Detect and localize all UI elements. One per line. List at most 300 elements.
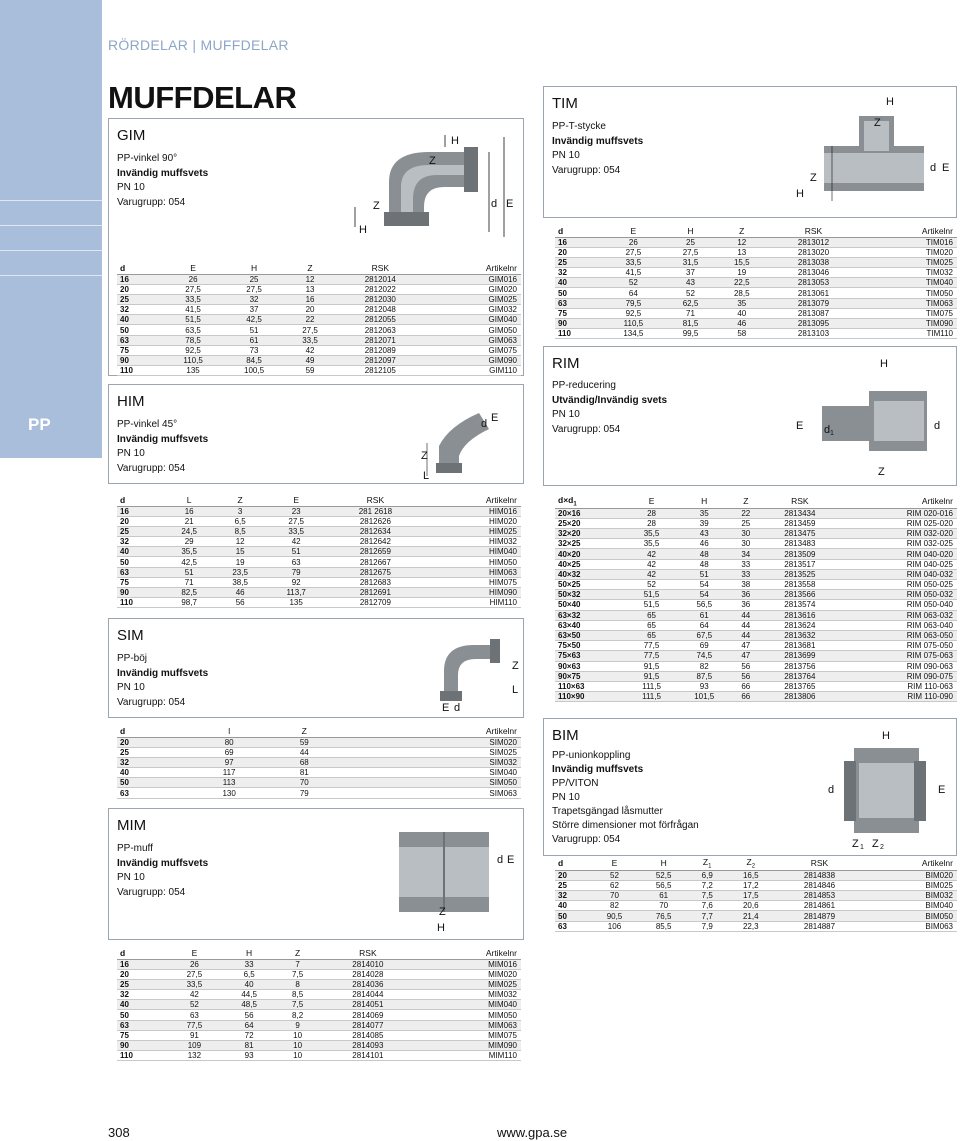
- column-header: $Z_2$: [726, 857, 775, 870]
- table-cell: 2813061: [767, 288, 859, 298]
- table-cell: 2813475: [760, 529, 839, 539]
- column-header: RSK: [760, 495, 839, 508]
- table-cell: 38,5: [215, 577, 266, 587]
- column-header: d: [117, 263, 163, 274]
- table-row: [117, 537, 521, 547]
- table-cell: 66: [731, 681, 760, 691]
- column-header: E: [626, 495, 677, 508]
- dim-label-z: Z: [874, 117, 881, 129]
- elbow-45-drawing: [409, 391, 519, 481]
- pressure-class: PN 10: [552, 409, 580, 420]
- table-cell: 2812048: [335, 305, 425, 315]
- table-cell: 62,5: [665, 298, 716, 308]
- dim-label-d: d: [930, 162, 937, 174]
- table-cell: 46: [215, 588, 266, 598]
- table-row: [555, 651, 957, 661]
- table-cell: 90: [117, 588, 164, 598]
- table-cell: 40: [222, 979, 277, 989]
- weld-type: Invändig muffsvets: [117, 667, 209, 679]
- product-type: PP-vinkel 90°: [117, 153, 178, 164]
- table-cell: 52: [602, 278, 665, 288]
- dim-label-d: d: [497, 854, 504, 866]
- column-header: H: [222, 948, 277, 959]
- table-cell: RIM 110-063: [839, 681, 957, 691]
- table-cell: 2812634: [327, 526, 424, 536]
- table-cell: 25: [665, 237, 716, 247]
- table-cell: 2813509: [760, 549, 839, 559]
- table-row: [117, 284, 521, 294]
- table-cell: 21: [164, 516, 215, 526]
- table-cell: GIM090: [425, 356, 521, 366]
- dim-label-e: E: [491, 412, 499, 424]
- table-row: [555, 268, 957, 278]
- table-cell: 7,6: [688, 901, 726, 911]
- column-header: $Z_1$: [688, 857, 726, 870]
- dim-label-e: E: [507, 854, 515, 866]
- table-cell: 2814838: [775, 870, 863, 880]
- table-cell: 63: [555, 921, 590, 931]
- table-cell: 22: [731, 508, 760, 518]
- table-cell: 117: [186, 768, 272, 778]
- table-cell: TIM050: [860, 288, 957, 298]
- table-cell: 90: [117, 1041, 167, 1051]
- table-cell: 2813632: [760, 630, 839, 640]
- table-row: [555, 247, 957, 257]
- column-header: RSK: [767, 226, 859, 237]
- table-cell: 76,5: [639, 911, 688, 921]
- column-header: Z: [285, 263, 335, 274]
- table-cell: 2813434: [760, 508, 839, 518]
- table-cell: 2813087: [767, 308, 859, 318]
- product-name: SIM: [117, 627, 144, 644]
- table-cell: 75: [117, 345, 163, 355]
- product-group: Varugrupp: 054: [552, 164, 621, 176]
- note: Större dimensioner mot förfrågan: [552, 820, 699, 831]
- lock-nut: Trapetsgängad låsmutter: [552, 806, 663, 817]
- table-cell: 2812667: [327, 557, 424, 567]
- product-name: RIM: [552, 355, 580, 372]
- table-cell: TIM075: [860, 308, 957, 318]
- category-label: PP: [28, 415, 51, 434]
- table-cell: 48,5: [222, 1000, 277, 1010]
- table-cell: GIM075: [425, 345, 521, 355]
- table-cell: 90,5: [590, 911, 639, 921]
- table-header-row: [117, 726, 521, 737]
- table-cell: RIM 063-040: [839, 620, 957, 630]
- table-row: [555, 278, 957, 288]
- table-cell: 82,5: [164, 588, 215, 598]
- table-cell: 69: [677, 641, 731, 651]
- table-cell: 8: [276, 979, 318, 989]
- table-cell: 90: [555, 319, 602, 329]
- table-cell: 2813764: [760, 671, 839, 681]
- table-cell: 20: [117, 969, 167, 979]
- table-cell: 2814853: [775, 891, 863, 901]
- table-cell: 93: [677, 681, 731, 691]
- product-name: GIM: [117, 127, 146, 144]
- table-cell: 2814093: [319, 1041, 417, 1051]
- table-cell: 27,5: [167, 969, 222, 979]
- table-cell: 2813012: [767, 237, 859, 247]
- table-cell: 54: [677, 580, 731, 590]
- table-row: [117, 598, 521, 608]
- tee-drawing: [784, 91, 954, 215]
- table-cell: 77,5: [626, 641, 677, 651]
- table-cell: HIM090: [424, 588, 521, 598]
- table-cell: RIM 090-063: [839, 661, 957, 671]
- table-cell: HIM040: [424, 547, 521, 557]
- table-cell: GIM025: [425, 294, 521, 304]
- table-cell: 2814069: [319, 1010, 417, 1020]
- table-cell: 47: [731, 641, 760, 651]
- product-group: Varugrupp: 054: [117, 196, 186, 208]
- table-cell: 64: [602, 288, 665, 298]
- footer-url[interactable]: www.gpa.se: [497, 1125, 568, 1140]
- table-cell: TIM040: [860, 278, 957, 288]
- table-cell: 130: [186, 788, 272, 798]
- table-cell: 40: [555, 278, 602, 288]
- table-cell: 64: [677, 620, 731, 630]
- table-cell: 33,5: [167, 979, 222, 989]
- dim-label-h: H: [451, 135, 459, 147]
- product-group: Varugrupp: 054: [117, 462, 186, 474]
- table-row: [117, 547, 521, 557]
- table-cell: 110: [117, 1051, 167, 1061]
- table-row: [117, 990, 521, 1000]
- table-cell: 42: [626, 549, 677, 559]
- table-cell: 25: [117, 979, 167, 989]
- reducer-drawing: [784, 351, 954, 483]
- table-cell: 32: [117, 990, 167, 1000]
- table-cell: 31,5: [665, 257, 716, 267]
- table-cell: 6,9: [688, 870, 726, 880]
- table-cell: 110: [555, 329, 602, 339]
- table-cell: 2814085: [319, 1030, 417, 1040]
- table-cell: 2813806: [760, 692, 839, 702]
- dim-label-h: H: [886, 96, 894, 108]
- table-cell: 2813765: [760, 681, 839, 691]
- table-row: [117, 305, 521, 315]
- table-cell: 22,3: [726, 921, 775, 931]
- gim-spec-table: [117, 263, 521, 376]
- dim-label-e: E: [506, 198, 514, 210]
- dim-label-subscript: 2: [880, 844, 884, 851]
- table-cell: 50×40: [555, 600, 626, 610]
- table-row: [117, 1000, 521, 1010]
- table-cell: MIM090: [417, 1041, 521, 1051]
- table-row: [117, 1030, 521, 1040]
- dim-label-z2: Z: [872, 838, 879, 850]
- table-cell: 62: [590, 880, 639, 890]
- table-cell: 98,7: [164, 598, 215, 608]
- table-cell: RIM 050-032: [839, 590, 957, 600]
- table-cell: 3: [215, 506, 266, 516]
- table-row: [555, 308, 957, 318]
- column-header: Z: [716, 226, 767, 237]
- table-cell: 80: [186, 737, 272, 747]
- table-row: [555, 641, 957, 651]
- column-header: d: [555, 226, 602, 237]
- weld-type: Invändig muffsvets: [552, 135, 644, 147]
- table-row: [117, 757, 521, 767]
- rim-section: [543, 346, 957, 486]
- table-cell: 50: [555, 911, 590, 921]
- table-cell: 63: [117, 567, 164, 577]
- table-cell: 90×63: [555, 661, 626, 671]
- table-cell: 48: [677, 549, 731, 559]
- table-cell: 23: [266, 506, 327, 516]
- tim-section: [543, 86, 957, 218]
- dim-label-z: Z: [878, 466, 885, 478]
- table-header-row: [117, 263, 521, 274]
- table-cell: RIM 075-063: [839, 651, 957, 661]
- table-cell: 2813681: [760, 641, 839, 651]
- table-row: [555, 610, 957, 620]
- table-cell: 16,5: [726, 870, 775, 880]
- table-row: [117, 567, 521, 577]
- table-row: [117, 345, 521, 355]
- table-cell: 51: [677, 569, 731, 579]
- table-cell: RIM 063-032: [839, 610, 957, 620]
- dim-label-d: d: [828, 784, 835, 796]
- table-cell: 41,5: [602, 268, 665, 278]
- table-cell: 36: [731, 600, 760, 610]
- column-header: E: [590, 857, 639, 870]
- table-cell: 2813079: [767, 298, 859, 308]
- category-sidebar: [0, 0, 102, 458]
- table-cell: 134,5: [602, 329, 665, 339]
- table-cell: 35: [716, 298, 767, 308]
- table-cell: HIM016: [424, 506, 521, 516]
- pressure-class: PN 10: [117, 182, 145, 193]
- table-cell: 2814887: [775, 921, 863, 931]
- table-cell: 110×63: [555, 681, 626, 691]
- table-cell: 113: [186, 778, 272, 788]
- table-cell: RIM 075-050: [839, 641, 957, 651]
- product-description: [117, 652, 208, 710]
- table-row: [555, 559, 957, 569]
- table-cell: 27,5: [602, 247, 665, 257]
- table-row: [555, 692, 957, 702]
- weld-type: Invändig muffsvets: [117, 857, 209, 869]
- product-name: BIM: [552, 727, 579, 744]
- table-cell: 2812683: [327, 577, 424, 587]
- table-cell: 109: [167, 1041, 222, 1051]
- table-cell: TIM090: [860, 319, 957, 329]
- table-cell: 20×16: [555, 508, 626, 518]
- table-cell: BIM040: [864, 901, 957, 911]
- mim-spec-table: [117, 948, 521, 1061]
- table-cell: 9: [276, 1020, 318, 1030]
- table-cell: 2813558: [760, 580, 839, 590]
- table-cell: 2814028: [319, 969, 417, 979]
- table-row: [555, 319, 957, 329]
- table-cell: 33,5: [602, 257, 665, 267]
- table-cell: 44: [731, 620, 760, 630]
- column-header: E: [167, 948, 222, 959]
- table-cell: 15,5: [716, 257, 767, 267]
- dim-label-d: d: [934, 420, 941, 432]
- coupling-drawing: [379, 817, 519, 935]
- weld-type: Utvändig/Invändig svets: [552, 394, 668, 406]
- table-cell: 42: [266, 537, 327, 547]
- table-cell: 63: [167, 1010, 222, 1020]
- product-type: PP-muff: [117, 843, 153, 854]
- table-cell: 46: [677, 539, 731, 549]
- table-cell: SIM032: [336, 757, 521, 767]
- table-row: [555, 529, 957, 539]
- table-cell: 2813038: [767, 257, 859, 267]
- table-row: [555, 298, 957, 308]
- table-cell: 16: [117, 274, 163, 284]
- table-cell: 92,5: [163, 345, 223, 355]
- table-cell: MIM050: [417, 1010, 521, 1020]
- table-cell: 2814077: [319, 1020, 417, 1030]
- table-cell: 70: [590, 891, 639, 901]
- table-cell: 69: [186, 747, 272, 757]
- table-cell: 33: [222, 959, 277, 969]
- table-cell: 2813103: [767, 329, 859, 339]
- table-cell: 8,5: [215, 526, 266, 536]
- dim-label-d: d: [491, 198, 498, 210]
- table-cell: TIM063: [860, 298, 957, 308]
- table-cell: 2812071: [335, 335, 425, 345]
- table-cell: 27,5: [665, 247, 716, 257]
- table-cell: GIM050: [425, 325, 521, 335]
- table-cell: 93: [222, 1051, 277, 1061]
- dim-label-e: E: [442, 702, 450, 711]
- table-cell: 2814051: [319, 1000, 417, 1010]
- table-cell: 50: [117, 557, 164, 567]
- table-row: [555, 661, 957, 671]
- weld-type: Invändig muffsvets: [552, 764, 644, 775]
- table-cell: 46: [716, 319, 767, 329]
- column-header: H: [677, 495, 731, 508]
- table-cell: 19: [716, 268, 767, 278]
- table-cell: 54: [677, 590, 731, 600]
- table-cell: BIM020: [864, 870, 957, 880]
- table-row: [555, 671, 957, 681]
- table-row: [555, 590, 957, 600]
- table-cell: 132: [167, 1051, 222, 1061]
- table-cell: TIM020: [860, 247, 957, 257]
- dim-label-z: Z: [429, 155, 436, 167]
- table-cell: 10: [276, 1051, 318, 1061]
- table-cell: HIM110: [424, 598, 521, 608]
- table-row: [117, 747, 521, 757]
- table-cell: 84,5: [223, 356, 285, 366]
- table-row: [555, 891, 957, 901]
- table-cell: MIM110: [417, 1051, 521, 1061]
- column-header: L: [164, 495, 215, 506]
- table-cell: 2814101: [319, 1051, 417, 1061]
- table-cell: 50: [117, 1010, 167, 1020]
- table-cell: 110: [117, 598, 164, 608]
- table-cell: 32: [555, 891, 590, 901]
- table-cell: 43: [665, 278, 716, 288]
- table-cell: 2813616: [760, 610, 839, 620]
- column-header: RSK: [335, 263, 425, 274]
- table-cell: GIM020: [425, 284, 521, 294]
- table-cell: 78,5: [163, 335, 223, 345]
- table-row: [555, 580, 957, 590]
- table-row: [555, 870, 957, 880]
- product-group: Varugrupp: 054: [552, 423, 621, 435]
- table-cell: SIM050: [336, 778, 521, 788]
- table-cell: 2814044: [319, 990, 417, 1000]
- table-cell: 7,5: [276, 969, 318, 979]
- product-group: Varugrupp: 054: [117, 886, 186, 898]
- table-cell: 2813483: [760, 539, 839, 549]
- table-row: [117, 1010, 521, 1020]
- table-cell: 2813020: [767, 247, 859, 257]
- table-cell: 59: [285, 366, 335, 376]
- table-cell: 33: [731, 569, 760, 579]
- table-row: [555, 539, 957, 549]
- table-cell: 2813525: [760, 569, 839, 579]
- table-cell: 32×25: [555, 539, 626, 549]
- union-drawing: [814, 723, 954, 853]
- table-cell: 85,5: [639, 921, 688, 931]
- table-row: [555, 329, 957, 339]
- table-cell: 2813699: [760, 651, 839, 661]
- table-cell: 81,5: [665, 319, 716, 329]
- product-name: MIM: [117, 817, 147, 834]
- table-cell: 61: [223, 335, 285, 345]
- table-row: [555, 549, 957, 559]
- table-cell: 40×25: [555, 559, 626, 569]
- table-cell: 111,5: [626, 681, 677, 691]
- product-description: [117, 418, 208, 476]
- product-description: [117, 152, 208, 210]
- table-cell: 28: [626, 508, 677, 518]
- column-header: E: [266, 495, 327, 506]
- table-row: [117, 788, 521, 798]
- dim-label-z: Z: [421, 450, 428, 462]
- table-cell: HIM020: [424, 516, 521, 526]
- table-row: [555, 518, 957, 528]
- product-type: PP-reducering: [552, 380, 616, 391]
- table-row: [555, 630, 957, 640]
- table-row: [555, 901, 957, 911]
- table-cell: 70: [272, 778, 336, 788]
- table-cell: 81: [222, 1041, 277, 1051]
- table-cell: 20,6: [726, 901, 775, 911]
- table-row: [117, 737, 521, 747]
- table-cell: 32: [223, 294, 285, 304]
- table-cell: 13: [716, 247, 767, 257]
- elbow-90-drawing: [349, 127, 519, 257]
- table-cell: GIM040: [425, 315, 521, 325]
- table-cell: 2812063: [335, 325, 425, 335]
- product-description: [552, 379, 667, 437]
- column-header: Artikelnr: [839, 495, 957, 508]
- column-header: d: [555, 857, 590, 870]
- table-cell: 77,5: [167, 1020, 222, 1030]
- table-cell: 25: [117, 526, 164, 536]
- table-cell: MIM016: [417, 959, 521, 969]
- table-cell: HIM025: [424, 526, 521, 536]
- table-cell: 97: [186, 757, 272, 767]
- table-cell: 20: [555, 870, 590, 880]
- table-cell: 35,5: [626, 539, 677, 549]
- bim-spec-table: [555, 857, 957, 932]
- table-cell: 26: [163, 274, 223, 284]
- product-type: PP-böj: [117, 653, 148, 664]
- sidebar-divider: [0, 225, 102, 226]
- table-cell: 32: [117, 757, 186, 767]
- table-cell: 39: [677, 518, 731, 528]
